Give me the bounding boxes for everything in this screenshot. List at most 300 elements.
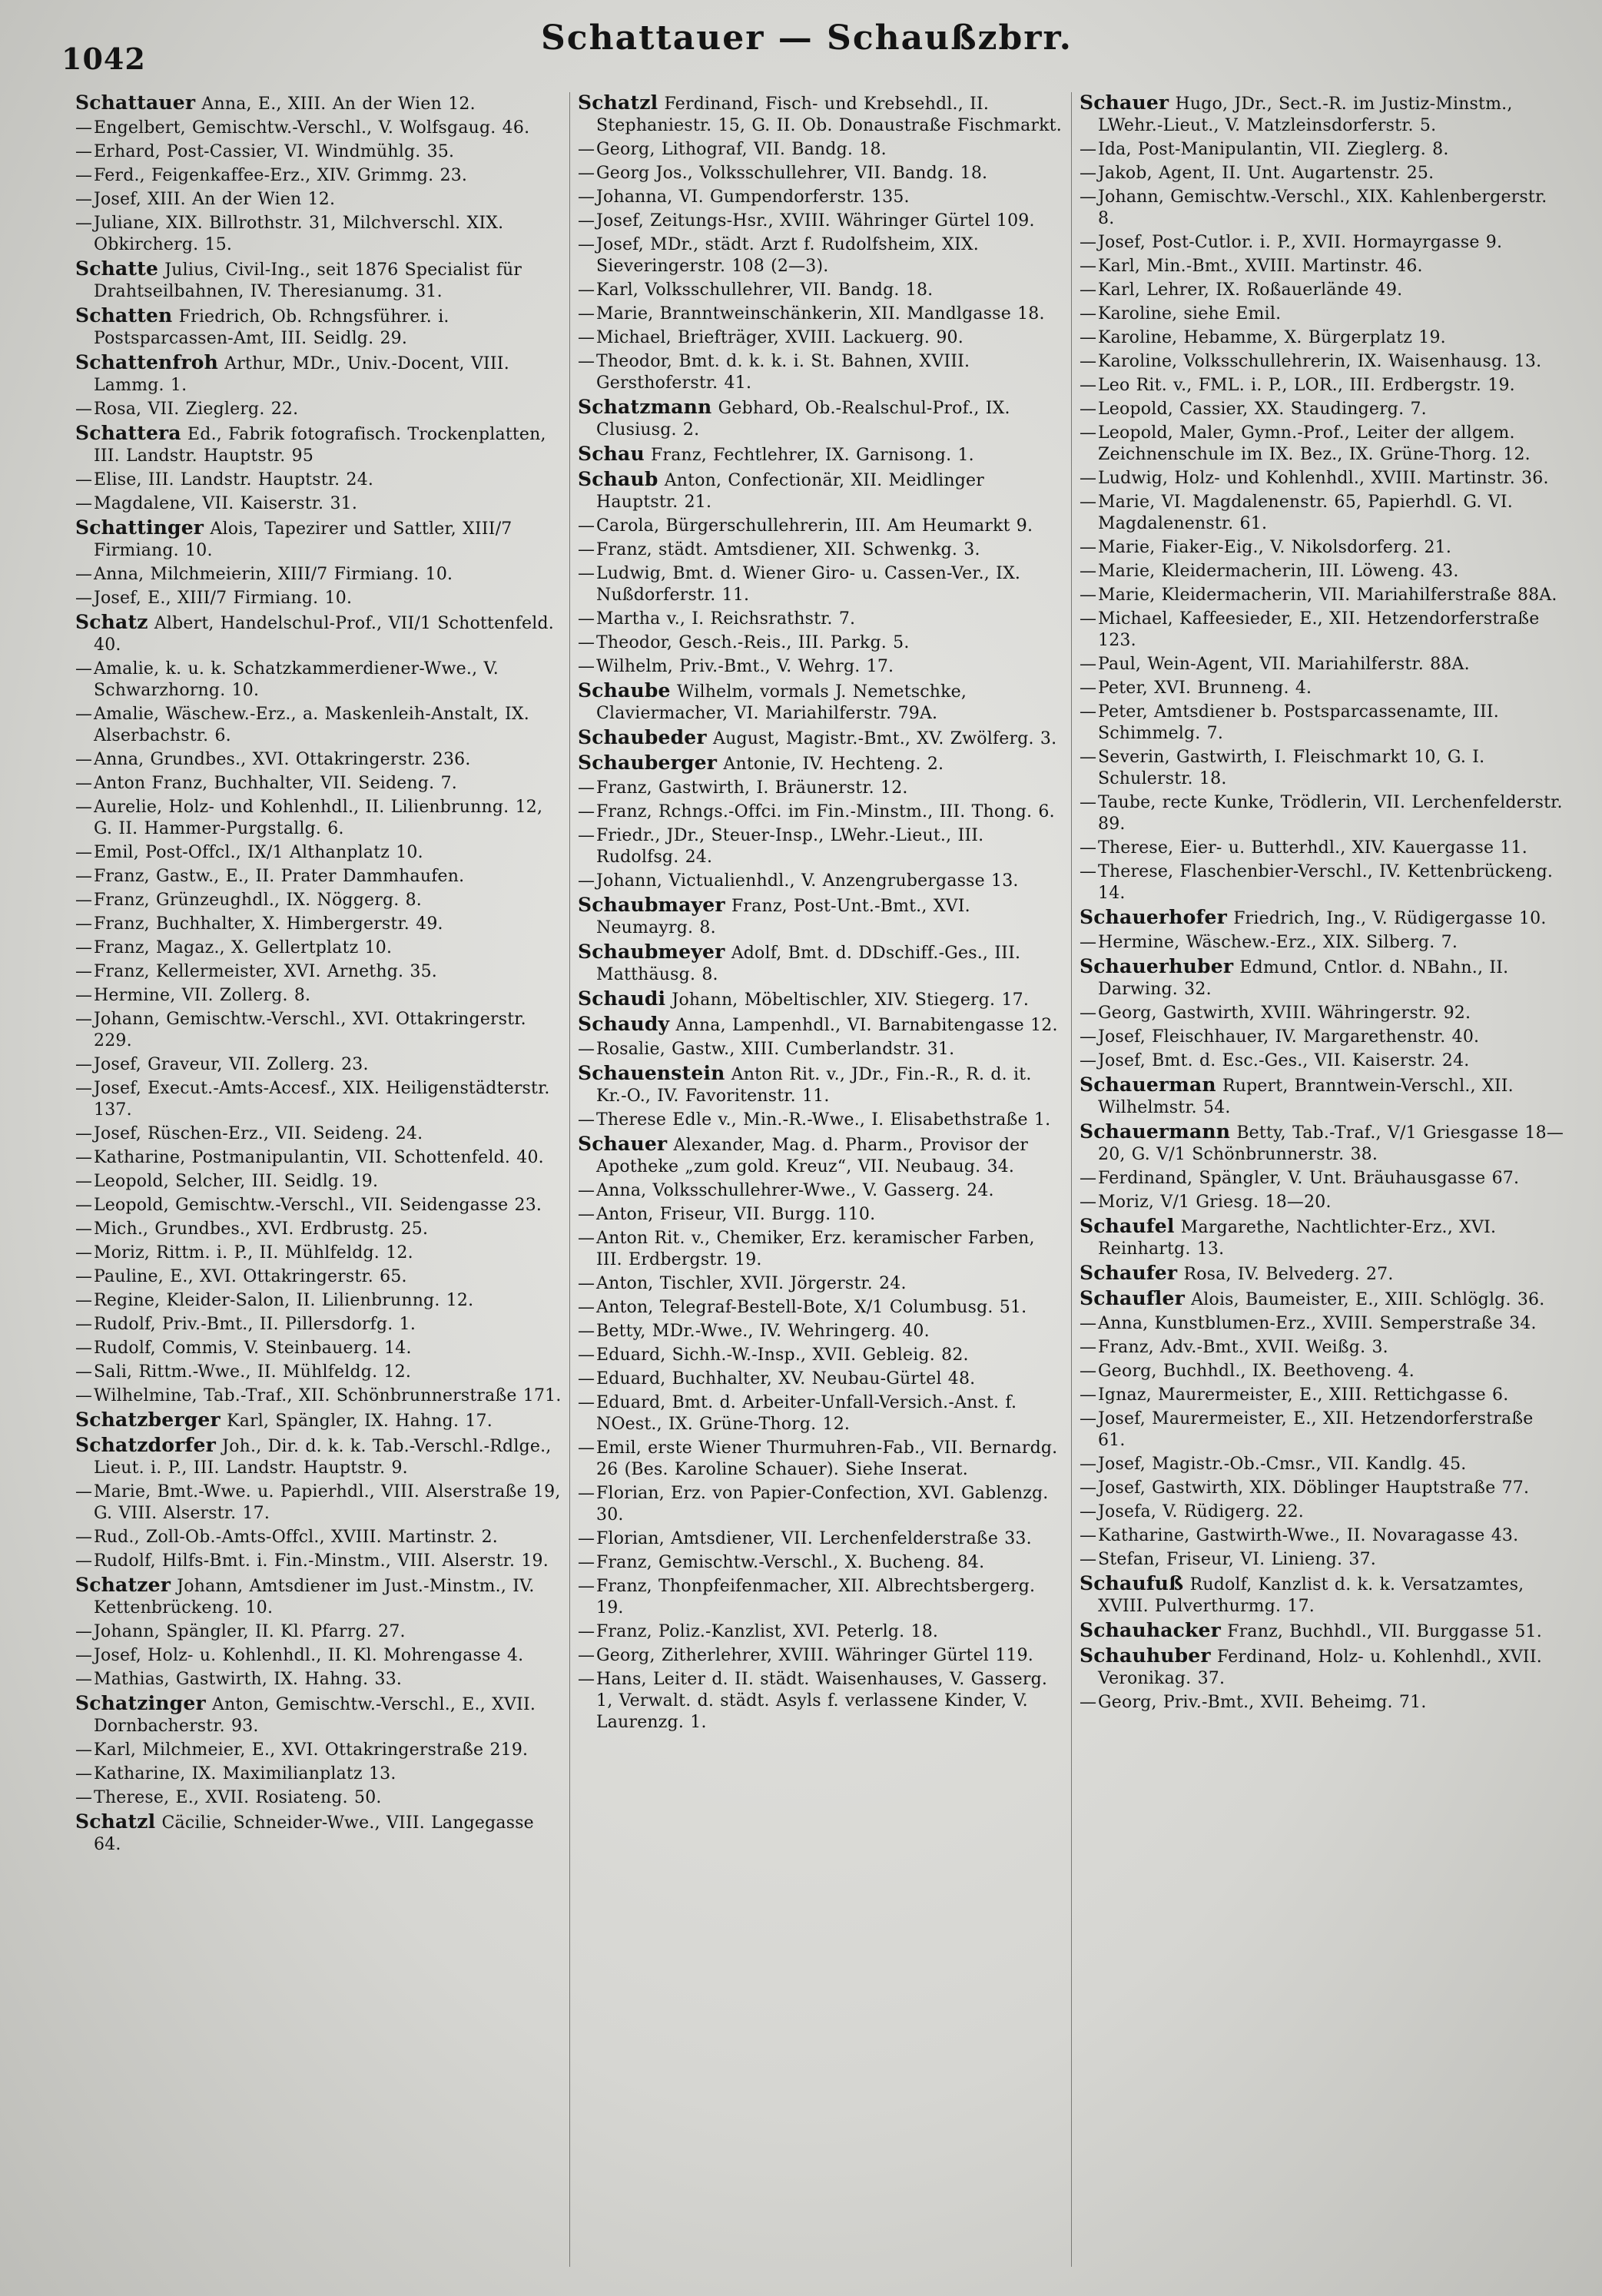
- entry-details: Eduard, Sichh.-W.-Insp., XVII. Gebleig. 82.: [596, 1345, 969, 1365]
- repeat-dash: —: [578, 1205, 595, 1224]
- directory-entry: [75, 399, 562, 420]
- directory-entry: [578, 1180, 1063, 1202]
- entry-details: Moriz, V/1 Griesg. 18—20.: [1098, 1193, 1332, 1212]
- directory-entry: [1080, 1121, 1565, 1166]
- entry-details: Ignaz, Maurermeister, E., XIII. Rettichgasse 6.: [1098, 1385, 1509, 1405]
- directory-entry: [578, 139, 1063, 161]
- directory-entry: [75, 1219, 562, 1240]
- repeat-dash: —: [578, 1369, 595, 1389]
- repeat-dash: —: [75, 1646, 93, 1665]
- directory-entry: [1080, 1525, 1565, 1547]
- repeat-dash: —: [578, 633, 595, 652]
- entry-surname: Schatz: [75, 611, 148, 633]
- entry-details: Katharine, IX. Maximilianplatz 13.: [94, 1764, 396, 1783]
- entry-details: Anton, Confectionär, XII. Meidlinger Hauptstr. 21.: [596, 471, 984, 512]
- entry-details: Georg, Buchhdl., IX. Beethoveng. 4.: [1098, 1362, 1415, 1381]
- entry-details: Anna, Grundbes., XVI. Ottakringerstr. 236.: [94, 750, 471, 769]
- entry-details: Engelbert, Gemischtw.-Verschl., V. Wolfsgaug. 46.: [94, 118, 530, 138]
- entry-details: Karoline, siehe Emil.: [1098, 304, 1282, 323]
- entry-details: Johann, Möbeltischler, XIV. Stiegerg. 17.: [672, 990, 1030, 1010]
- entry-details: Florian, Erz. von Papier-Confection, XVI. Gablenzg. 30.: [596, 1484, 1049, 1525]
- directory-entry: [578, 1204, 1063, 1226]
- directory-entry: [578, 825, 1063, 868]
- directory-entry: [1080, 654, 1565, 675]
- directory-entry: [75, 985, 562, 1007]
- entry-details: Juliane, XIX. Billrothstr. 31, Milchverschl. XIX. Obkircherg. 15.: [94, 214, 504, 254]
- entry-details: Karoline, Volksschullehrerin, IX. Waisenhausg. 13.: [1098, 352, 1542, 371]
- directory-entry: [578, 1273, 1063, 1295]
- directory-entry: [1080, 1408, 1565, 1452]
- directory-entry: [75, 1621, 562, 1643]
- repeat-dash: —: [578, 1322, 595, 1341]
- entry-details: Franz, Magaz., X. Gellertplatz 10.: [94, 938, 393, 957]
- directory-entry: [578, 941, 1063, 986]
- entry-details: Anna, Volksschullehrer-Wwe., V. Gasserg. 24.: [596, 1181, 994, 1200]
- repeat-dash: —: [1080, 838, 1097, 858]
- repeat-dash: —: [1080, 1478, 1097, 1498]
- repeat-dash: —: [75, 214, 93, 233]
- entry-surname: Schattera: [75, 422, 181, 444]
- entry-details: Hans, Leiter d. II. städt. Waisenhauses, V. Gasserg. 1, Verwalt. d. städt. Asyls f. verlassene Kinder, V. Laurenzg. 1.: [596, 1670, 1048, 1732]
- directory-entry: [1080, 1216, 1565, 1260]
- directory-entry: [1080, 139, 1565, 161]
- entry-details: Marie, VI. Magdalenenstr. 65, Papierhdl. G. VI. Magdalenenstr. 61.: [1098, 493, 1513, 533]
- entry-details: Rupert, Branntwein-Verschl., XII. Wilhelmstr. 54.: [1098, 1077, 1514, 1117]
- entry-details: Josef, Holz- u. Kohlenhdl., II. Kl. Mohrengasse 4.: [94, 1646, 524, 1665]
- repeat-dash: —: [1080, 280, 1097, 300]
- directory-entry: [578, 727, 1063, 750]
- entry-details: Betty, Tab.-Traf., V/1 Griesgasse 18—20, G. V/1 Schönbrunnerstr. 38.: [1098, 1123, 1564, 1164]
- repeat-dash: —: [1080, 538, 1097, 557]
- repeat-dash: —: [1080, 562, 1097, 581]
- entry-surname: Schaubmayer: [578, 894, 725, 916]
- repeat-dash: —: [578, 564, 595, 583]
- entry-details: Josef, Bmt. d. Esc.-Ges., VII. Kaiserstr. 24.: [1098, 1051, 1470, 1070]
- repeat-dash: —: [75, 1219, 93, 1239]
- entry-details: Amalie, k. u. k. Schatzkammerdiener-Wwe., V. Schwarzhorng. 10.: [94, 659, 499, 700]
- entry-details: Peter, Amtsdiener b. Postsparcassenamte, III. Schimmelg. 7.: [1098, 702, 1499, 743]
- directory-entry: [1080, 838, 1565, 859]
- entry-details: Friedr., JDr., Steuer-Insp., LWehr.-Lieut., III. Rudolfsg. 24.: [596, 826, 984, 867]
- entry-details: Anton, Tischler, XVII. Jörgerstr. 24.: [596, 1274, 907, 1293]
- entry-details: Josef, Post-Cutlor. i. P., XVII. Hormayrgasse 9.: [1098, 233, 1503, 252]
- repeat-dash: —: [1080, 1455, 1097, 1474]
- entry-details: Karl, Spängler, IX. Hahng. 17.: [227, 1412, 493, 1431]
- directory-entry: [1080, 375, 1565, 396]
- repeat-dash: —: [1080, 1027, 1097, 1047]
- entry-details: Franz, Thonpfeifenmacher, XII. Albrechtsbergerg. 19.: [596, 1577, 1036, 1617]
- entry-details: Johann, Victualienhdl., V. Anzengrubergasse 13.: [596, 871, 1019, 891]
- entry-surname: Schauerhuber: [1080, 955, 1234, 977]
- repeat-dash: —: [75, 1148, 93, 1167]
- directory-entry: [75, 1078, 562, 1121]
- repeat-dash: —: [1080, 1169, 1097, 1188]
- directory-entry: [1080, 1313, 1565, 1335]
- repeat-dash: —: [1080, 1193, 1097, 1212]
- entry-details: Wilhelmine, Tab.-Traf., XII. Schönbrunnerstraße 171.: [94, 1386, 562, 1405]
- directory-entry: [578, 1297, 1063, 1319]
- directory-entry: [75, 1763, 562, 1785]
- entry-details: Rudolf, Commis, V. Steinbauerg. 14.: [94, 1339, 412, 1358]
- entry-details: Eduard, Bmt. d. Arbeiter-Unfall-Versich.-Anst. f. NOest., IX. Grüne-Thorg. 12.: [596, 1393, 1017, 1434]
- repeat-dash: —: [1080, 233, 1097, 252]
- repeat-dash: —: [578, 1040, 595, 1059]
- directory-entry: [578, 1133, 1063, 1178]
- directory-entry: [75, 1527, 562, 1548]
- entry-details: Adolf, Bmt. d. DDschiff.-Ges., III. Matthäusg. 8.: [596, 944, 1021, 984]
- directory-entry: [1080, 792, 1565, 835]
- column-right: [1071, 92, 1573, 2267]
- directory-entry: [578, 1645, 1063, 1667]
- entry-details: Peter, XVI. Brunneng. 4.: [1098, 679, 1312, 698]
- directory-entry: [578, 1621, 1063, 1643]
- repeat-dash: —: [578, 609, 595, 629]
- directory-entry: [1080, 1027, 1565, 1048]
- repeat-dash: —: [75, 118, 93, 138]
- entry-surname: Schattenfroh: [75, 351, 219, 373]
- directory-entry: [1080, 327, 1565, 349]
- repeat-dash: —: [75, 938, 93, 957]
- repeat-dash: —: [578, 1393, 595, 1412]
- directory-entry: [578, 1528, 1063, 1550]
- repeat-dash: —: [75, 1055, 93, 1074]
- directory-entry: [75, 1811, 562, 1856]
- directory-entry: [75, 258, 562, 303]
- entry-details: Joh., Dir. d. k. k. Tab.-Verschl.-Rdlge., Lieut. i. P., III. Landstr. Hauptstr. 9.: [94, 1437, 552, 1478]
- directory-entry: [578, 516, 1063, 537]
- directory-entry: [75, 493, 562, 515]
- repeat-dash: —: [75, 1079, 93, 1098]
- repeat-dash: —: [1080, 376, 1097, 395]
- directory-entry: [578, 1321, 1063, 1342]
- repeat-dash: —: [75, 1339, 93, 1358]
- entry-details: Anton Rit. v., Chemiker, Erz. keramischer Farben, III. Erdbergstr. 19.: [596, 1229, 1035, 1269]
- entry-surname: Schatten: [75, 304, 173, 327]
- repeat-dash: —: [1080, 164, 1097, 183]
- repeat-dash: —: [578, 164, 595, 183]
- entry-surname: Schaubeder: [578, 726, 707, 748]
- entry-details: Franz, Adv.-Bmt., XVII. Weißg. 3.: [1098, 1338, 1388, 1357]
- directory-entry: [75, 92, 562, 115]
- directory-entry: [578, 187, 1063, 208]
- entry-surname: Schauberger: [578, 752, 718, 774]
- directory-entry: [75, 659, 562, 702]
- entry-details: Georg Jos., Volksschullehrer, VII. Bandg. 18.: [596, 164, 988, 183]
- repeat-dash: —: [75, 1267, 93, 1286]
- directory-entry: [1080, 932, 1565, 954]
- directory-entry: [1080, 1501, 1565, 1523]
- directory-entry: [75, 1551, 562, 1572]
- entry-details: Johanna, VI. Gumpendorferstr. 135.: [596, 187, 910, 207]
- directory-entry: [1080, 187, 1565, 230]
- directory-entry: [578, 1392, 1063, 1435]
- entry-details: Josef, Graveur, VII. Zollerg. 23.: [94, 1055, 369, 1074]
- repeat-dash: —: [578, 540, 595, 559]
- entry-details: Josef, Gastwirth, XIX. Döblinger Hauptstraße 77.: [1098, 1478, 1530, 1498]
- repeat-dash: —: [578, 1438, 595, 1458]
- repeat-dash: —: [578, 516, 595, 536]
- repeat-dash: —: [1080, 793, 1097, 812]
- entry-details: Karl, Volksschullehrer, VII. Bandg. 18.: [596, 280, 934, 300]
- directory-entry: [75, 1740, 562, 1761]
- repeat-dash: —: [578, 1553, 595, 1572]
- directory-entry: [75, 890, 562, 911]
- entry-details: Eduard, Buchhalter, XV. Neubau-Gürtel 48.: [596, 1369, 976, 1389]
- directory-entry: [578, 351, 1063, 394]
- directory-entry: [578, 1369, 1063, 1390]
- entry-details: Josef, Zeitungs-Hsr., XVIII. Währinger Gürtel 109.: [596, 211, 1035, 231]
- entry-details: Therese, Flaschenbier-Verschl., IV. Kettenbrückeng. 14.: [1098, 862, 1554, 903]
- entry-details: Georg, Priv.-Bmt., XVII. Beheimg. 71.: [1098, 1693, 1427, 1712]
- repeat-dash: —: [1080, 304, 1097, 323]
- entry-details: Jakob, Agent, II. Unt. Augartenstr. 25.: [1098, 164, 1435, 183]
- entry-details: Franz, Kellermeister, XVI. Arnethg. 35.: [94, 962, 437, 981]
- repeat-dash: —: [75, 986, 93, 1005]
- entry-surname: Schatzl: [75, 1810, 156, 1833]
- repeat-dash: —: [1080, 1362, 1097, 1381]
- entry-details: Josef, MDr., städt. Arzt f. Rudolfsheim, XIX. Sieveringerstr. 108 (2—3).: [596, 235, 979, 276]
- directory-entry: [578, 752, 1063, 775]
- directory-entry: [578, 1552, 1063, 1574]
- repeat-dash: —: [75, 166, 93, 185]
- directory-entry: [578, 539, 1063, 561]
- directory-entry: [1080, 1573, 1565, 1617]
- repeat-dash: —: [578, 1181, 595, 1200]
- entry-details: Martha v., I. Reichsrathstr. 7.: [596, 609, 856, 629]
- repeat-dash: —: [1080, 257, 1097, 276]
- directory-entry: [75, 1409, 562, 1432]
- repeat-dash: —: [75, 774, 93, 793]
- directory-entry: [75, 704, 562, 747]
- entry-details: August, Magistr.-Bmt., XV. Zwölferg. 3.: [712, 729, 1057, 748]
- repeat-dash: —: [578, 1529, 595, 1548]
- repeat-dash: —: [1080, 187, 1097, 207]
- entry-details: Franz, Buchhalter, X. Himbergerstr. 49.: [94, 914, 443, 934]
- entry-details: Pauline, E., XVI. Ottakringerstr. 65.: [94, 1267, 407, 1286]
- entry-surname: Schaudy: [578, 1013, 670, 1035]
- entry-details: Ferdinand, Fisch- und Krebsehdl., II. Stephaniestr. 15, G. II. Ob. Donaustraße Fischmarkt.: [596, 95, 1062, 135]
- directory-entry: [75, 1009, 562, 1052]
- repeat-dash: —: [75, 914, 93, 934]
- entry-details: Franz, Fechtlehrer, IX. Garnisong. 1.: [651, 446, 974, 465]
- entry-details: Michael, Kaffeesieder, E., XII. Hetzendorferstraße 123.: [1098, 609, 1540, 650]
- entry-details: Josef, Execut.-Amts-Accesf., XIX. Heiligenstädterstr. 137.: [94, 1079, 550, 1120]
- entry-details: Georg, Zitherlehrer, XVIII. Währinger Gürtel 119.: [596, 1646, 1034, 1665]
- entry-details: Cäcilie, Schneider-Wwe., VIII. Langegasse 64.: [94, 1813, 534, 1854]
- repeat-dash: —: [1080, 423, 1097, 443]
- repeat-dash: —: [1080, 679, 1097, 698]
- directory-entry: [1080, 232, 1565, 254]
- entry-details: Hugo, JDr., Sect.-R. im Justiz-Minstm., LWehr.-Lieut., V. Matzleinsdorferstr. 5.: [1098, 95, 1513, 135]
- repeat-dash: —: [578, 1670, 595, 1689]
- entry-details: Mich., Grundbes., XVI. Erdbrustg. 25.: [94, 1219, 429, 1239]
- entry-details: Anton, Telegraf-Bestell-Bote, X/1 Columbusg. 51.: [596, 1298, 1027, 1317]
- directory-entry: [578, 563, 1063, 606]
- entry-details: Franz, Gastw., E., II. Prater Dammhaufen.: [94, 867, 465, 886]
- entry-surname: Schauer: [578, 1133, 668, 1155]
- repeat-dash: —: [75, 1243, 93, 1262]
- directory-entry: [578, 1110, 1063, 1131]
- repeat-dash: —: [1080, 933, 1097, 952]
- entry-details: Ludwig, Bmt. d. Wiener Giro- u. Cassen-Ver., IX. Nußdorferstr. 11.: [596, 564, 1021, 605]
- directory-entry: [1080, 1074, 1565, 1119]
- repeat-dash: —: [578, 1484, 595, 1503]
- entry-details: Ludwig, Holz- und Kohlenhdl., XVIII. Martinstr. 36.: [1098, 469, 1549, 488]
- entry-details: Marie, Bmt.-Wwe. u. Papierhdl., VIII. Alserstraße 19, G. VIII. Alserstr. 17.: [94, 1482, 561, 1523]
- entry-details: Therese Edle v., Min.-R.-Wwe., I. Elisabethstraße 1.: [596, 1110, 1051, 1130]
- repeat-dash: —: [578, 328, 595, 347]
- page-number: 1042: [61, 41, 146, 76]
- entry-details: Emil, Post-Offcl., IX/1 Althanplatz 10.: [94, 843, 423, 862]
- directory-entry: [578, 304, 1063, 325]
- directory-entry: [75, 773, 562, 795]
- entry-details: Aurelie, Holz- und Kohlenhdl., II. Lilienbrunng. 12, G. II. Hammer-Purgstallg. 6.: [94, 798, 543, 838]
- repeat-dash: —: [578, 280, 595, 300]
- repeat-dash: —: [578, 657, 595, 676]
- directory-entry: [1080, 1050, 1565, 1072]
- directory-entry: [1080, 1361, 1565, 1382]
- repeat-dash: —: [578, 304, 595, 323]
- repeat-dash: —: [75, 659, 93, 679]
- directory-entry: [75, 1645, 562, 1667]
- directory-entry: [75, 1481, 562, 1525]
- directory-entry: [75, 305, 562, 350]
- entry-surname: Schatzmann: [578, 396, 712, 418]
- entry-details: Marie, Kleidermacherin, III. Löweng. 43.: [1098, 562, 1459, 581]
- repeat-dash: —: [578, 802, 595, 821]
- entry-details: Theodor, Bmt. d. k. k. i. St. Bahnen, XVIII. Gersthoferstr. 41.: [596, 352, 970, 393]
- repeat-dash: —: [1080, 1004, 1097, 1023]
- directory-entry: [75, 189, 562, 211]
- repeat-dash: —: [75, 1528, 93, 1547]
- directory-entry: [1080, 423, 1565, 466]
- repeat-dash: —: [578, 1229, 595, 1248]
- entry-surname: Schauerman: [1080, 1073, 1216, 1096]
- entry-surname: Schauhacker: [1080, 1619, 1222, 1641]
- page-header: [46, 12, 1567, 76]
- entry-details: Ed., Fabrik fotografisch. Trockenplatten, III. Landstr. Hauptstr. 95: [94, 425, 546, 466]
- directory-entry: [578, 778, 1063, 799]
- entry-surname: Schauenstein: [578, 1062, 725, 1084]
- entry-details: Wilhelm, Priv.-Bmt., V. Wehrg. 17.: [596, 657, 894, 676]
- repeat-dash: —: [75, 1764, 93, 1783]
- directory-entry: [75, 961, 562, 983]
- directory-entry: [75, 1574, 562, 1619]
- entry-details: Sali, Rittm.-Wwe., II. Mühlfeldg. 12.: [94, 1362, 412, 1382]
- entry-details: Friedrich, Ing., V. Rüdigergasse 10.: [1233, 909, 1547, 928]
- repeat-dash: —: [75, 494, 93, 513]
- directory-entry: [1080, 1337, 1565, 1359]
- directory-entry: [75, 1669, 562, 1690]
- running-head: Schattauer — Schaußzbrr.: [541, 18, 1073, 58]
- entry-surname: Schaudi: [578, 987, 666, 1010]
- entry-surname: Schaufer: [1080, 1262, 1178, 1284]
- repeat-dash: —: [1080, 1409, 1097, 1428]
- entry-details: Karl, Min.-Bmt., XVIII. Martinstr. 46.: [1098, 257, 1423, 276]
- repeat-dash: —: [1080, 655, 1097, 674]
- repeat-dash: —: [75, 1386, 93, 1405]
- directory-entry: [75, 1362, 562, 1383]
- entry-details: Friedrich, Ob. Rchngsführer. i. Postsparcassen-Amt, III. Seidlg. 29.: [94, 307, 449, 348]
- directory-entry: [578, 1669, 1063, 1734]
- directory-entry: [75, 937, 562, 959]
- entry-details: Regine, Kleider-Salon, II. Lilienbrunng. 12.: [94, 1291, 474, 1310]
- repeat-dash: —: [1080, 1502, 1097, 1521]
- entry-details: Rudolf, Priv.-Bmt., II. Pillersdorfg. 1.: [94, 1315, 416, 1334]
- directory-entry: [578, 894, 1063, 939]
- entry-surname: Schauhuber: [1080, 1644, 1211, 1667]
- directory-entry: [1080, 702, 1565, 745]
- repeat-dash: —: [75, 750, 93, 769]
- entry-details: Elise, III. Landstr. Hauptstr. 24.: [94, 470, 374, 489]
- repeat-dash: —: [1080, 862, 1097, 881]
- repeat-dash: —: [578, 826, 595, 845]
- entry-details: Edmund, Cntlor. d. NBahn., II. Darwing. 32.: [1098, 958, 1509, 999]
- directory-entry: [578, 656, 1063, 678]
- repeat-dash: —: [75, 798, 93, 817]
- directory-entry: [578, 92, 1063, 137]
- repeat-dash: —: [578, 1577, 595, 1596]
- directory-entry: [75, 612, 562, 656]
- entry-details: Gebhard, Ob.-Realschul-Prof., IX. Clusiusg. 2.: [596, 399, 1010, 440]
- entry-details: Josefa, V. Rüdigerg. 22.: [1098, 1502, 1304, 1521]
- entry-details: Josef, XIII. An der Wien 12.: [94, 190, 336, 209]
- entry-details: Anna, Kunstblumen-Erz., XVIII. Semperstraße 34.: [1098, 1314, 1537, 1333]
- directory-entry: [578, 1063, 1063, 1107]
- repeat-dash: —: [75, 1196, 93, 1215]
- directory-entry: [1080, 1262, 1565, 1286]
- directory-entry: [578, 469, 1063, 513]
- repeat-dash: —: [578, 1298, 595, 1317]
- repeat-dash: —: [578, 1345, 595, 1365]
- directory-entry: [1080, 747, 1565, 790]
- entry-surname: Schattinger: [75, 516, 204, 539]
- entry-details: Ferdinand, Holz- u. Kohlenhdl., XVII. Veronikag. 37.: [1098, 1647, 1542, 1688]
- directory-entry: [578, 632, 1063, 654]
- entry-details: Anna, Milchmeierin, XIII/7 Firmiang. 10.: [94, 565, 453, 584]
- repeat-dash: —: [75, 1291, 93, 1310]
- directory-entry: [578, 443, 1063, 466]
- directory-entry: [1080, 609, 1565, 652]
- directory-entry: [75, 165, 562, 187]
- entry-details: Rudolf, Kanzlist d. k. k. Versatzamtes, XVIII. Pulverthurmg. 17.: [1098, 1575, 1524, 1616]
- directory-entry: [578, 1345, 1063, 1366]
- directory-entry: [578, 396, 1063, 441]
- repeat-dash: —: [75, 843, 93, 862]
- directory-entry: [1080, 1288, 1565, 1311]
- repeat-dash: —: [75, 867, 93, 886]
- directory-entry: [75, 118, 562, 139]
- entry-details: Anton, Gemischtw.-Verschl., E., XVII. Dornbacherstr. 93.: [94, 1695, 536, 1736]
- directory-entry: [75, 1054, 562, 1076]
- entry-surname: Schauerhofer: [1080, 906, 1227, 928]
- repeat-dash: —: [1080, 1550, 1097, 1569]
- directory-entry: [578, 1576, 1063, 1619]
- entry-details: Ida, Post-Manipulantin, VII. Zieglerg. 8.: [1098, 140, 1449, 159]
- entry-surname: Schattauer: [75, 92, 196, 114]
- directory-entry: [75, 1693, 562, 1737]
- entry-details: Karoline, Hebamme, X. Bürgerplatz 19.: [1098, 328, 1446, 347]
- entry-details: Albert, Handelschul-Prof., VII/1 Schottenfeld. 40.: [94, 614, 554, 655]
- directory-entry: [1080, 561, 1565, 582]
- repeat-dash: —: [1080, 469, 1097, 488]
- directory-entry: [1080, 304, 1565, 325]
- directory-entry: [75, 1147, 562, 1169]
- entry-surname: Schaubmeyer: [578, 941, 725, 963]
- directory-entry: [578, 280, 1063, 301]
- directory-entry: [75, 564, 562, 586]
- entry-details: Josef, Maurermeister, E., XII. Hetzendorferstraße 61.: [1098, 1409, 1534, 1450]
